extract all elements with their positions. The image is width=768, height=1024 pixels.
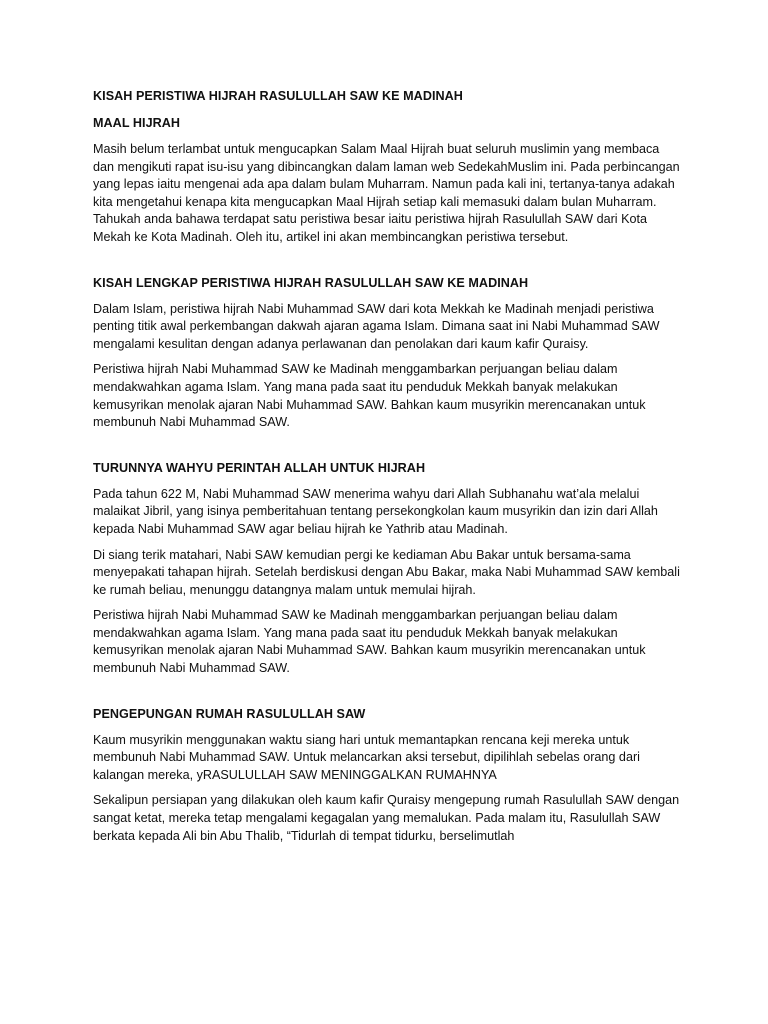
- section-heading-kisah-lengkap: KISAH LENGKAP PERISTIWA HIJRAH RASULULLAH SAW KE MADINAH: [93, 275, 529, 290]
- paragraph: Kaum musyrikin menggunakan waktu siang hari untuk memantapkan rencana keji mereka untuk membunuh Nabi Muhammad SAW. Untuk melancarkan aksi tersebut, dipilihlah sebelas orang dari kalangan mereka, yRASULULLAH SAW MENINGGALKAN RUMAHNYA: [93, 732, 640, 782]
- paragraph: Masih belum terlambat untuk mengucapkan Salam Maal Hijrah buat seluruh muslimin yang membaca dan mengikuti rapat isu-isu yang dibincangkan dalam laman web SedekahMuslim ini. Pada perbincangan yang lepas iaitu mengenai ada apa dalam bulam Muharram. Namun pada kali ini, tertanya-tanya adakah kita mengetahui kenapa kita mengucapkan Maal Hijrah setiap kali memasuki dalam bulan Muharram. Tahukah anda bahawa terdapat satu peristiwa besar iaitu peristiwa hijrah Rasulullah SAW dari Kota Mekah ke Kota Madinah. Oleh itu, artikel ini akan membincangkan peristiwa tersebut.: [93, 142, 680, 244]
- paragraph: Sekalipun persiapan yang dilakukan oleh kaum kafir Quraisy mengepung rumah Rasulullah SAW dengan sangat ketat, mereka tetap mengalami kegagalan yang memalukan. Pada malam itu, Rasulullah SAW berkata kepada Ali bin Abu Thalib, “Tidurlah di tempat tidurku, berselimutlah: [93, 793, 680, 843]
- section-spacer: [93, 440, 683, 459]
- paragraph: Pada tahun 622 M, Nabi Muhammad SAW menerima wahyu dari Allah Subhanahu wat’ala melalui malaikat Jibril, yang isinya pemberitahuan tentang persekongkolan kaum musyrikin dan izin dari Allah kepada Nabi Muhammad SAW agar beliau hijrah ke Yathrib atau Madinah.: [93, 486, 658, 536]
- document-title: KISAH PERISTIWA HIJRAH RASULULLAH SAW KE MADINAH: [93, 89, 463, 103]
- paragraph: Di siang terik matahari, Nabi SAW kemudian pergi ke kediaman Abu Bakar untuk bersama-sama menyepakati tahapan hijrah. Setelah berdiskusi dengan Abu Bakar, maka Nabi Muhammad SAW kembali ke rumah beliau, menunggu datangnya malam untuk memulai hijrah.: [93, 547, 680, 597]
- paragraph: Peristiwa hijrah Nabi Muhammad SAW ke Madinah menggambarkan perjuangan beliau dalam mendakwahkan agama Islam. Yang mana pada saat itu penduduk Mekkah banyak melakukan kemusyrikan menolak ajaran Nabi Muhammad SAW. Bahkan kaum musyrikin merencanakan untuk membunuh Nabi Muhammad SAW.: [93, 608, 646, 676]
- document-body: [93, 87, 683, 853]
- section-heading-pengepungan-rumah: PENGEPUNGAN RUMAH RASULULLAH SAW: [93, 706, 366, 721]
- section-spacer: [93, 255, 683, 274]
- section-heading-maal-hijrah: MAAL HIJRAH: [93, 116, 181, 130]
- section-heading-turunnya-wahyu: TURUNNYA WAHYU PERINTAH ALLAH UNTUK HIJRAH: [93, 460, 426, 475]
- paragraph: Peristiwa hijrah Nabi Muhammad SAW ke Madinah menggambarkan perjuangan beliau dalam mendakwahkan agama Islam. Yang mana pada saat itu penduduk Mekkah banyak melakukan kemusyrikan menolak ajaran Nabi Muhammad SAW. Bahkan kaum musyrikin merencanakan untuk membunuh Nabi Muhammad SAW.: [93, 362, 646, 430]
- paragraph: Dalam Islam, peristiwa hijrah Nabi Muhammad SAW dari kota Mekkah ke Madinah menjadi peristiwa penting titik awal perkembangan dakwah ajaran agama Islam. Dimana saat ini Nabi Muhammad SAW mengalami kesulitan dengan adanya perlawanan dan penolakan dari kaum kafir Quraisy.: [93, 301, 660, 351]
- section-spacer: [93, 686, 683, 705]
